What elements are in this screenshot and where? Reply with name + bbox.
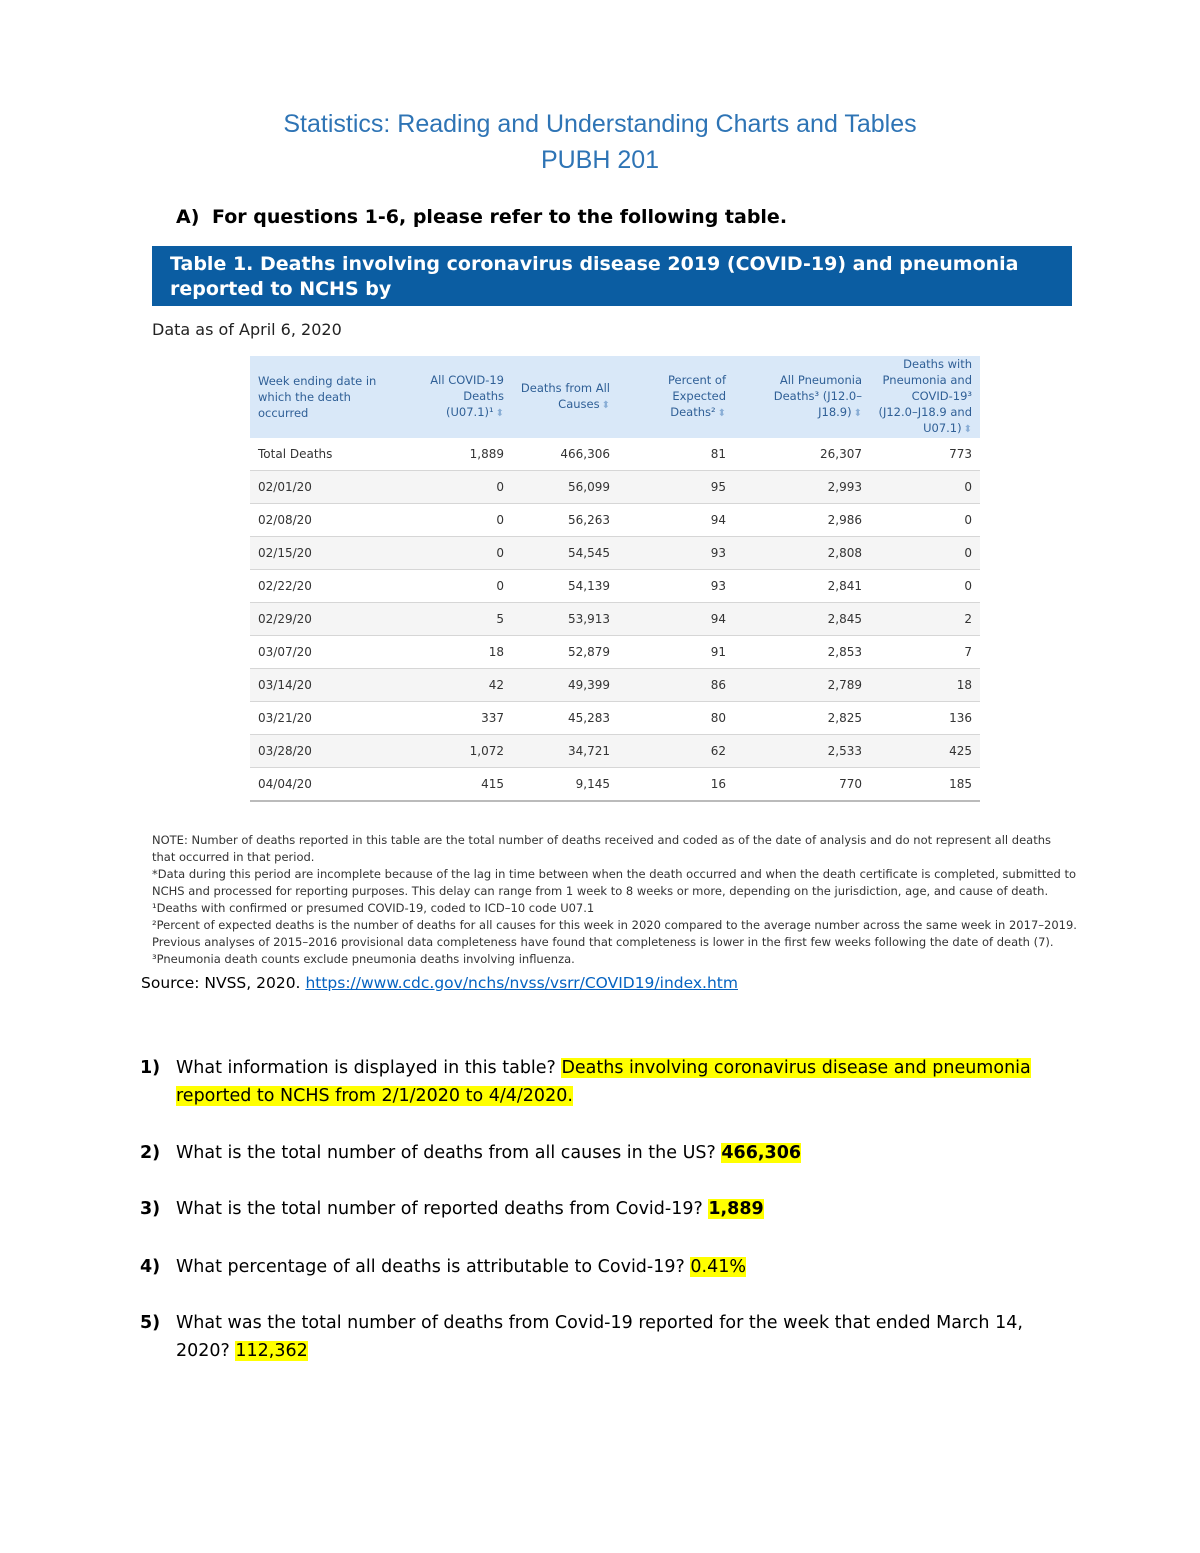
value-cell: 34,721 (512, 735, 618, 768)
table-header-row (250, 356, 980, 438)
column-header-label: Percent of Expected Deaths² (667, 373, 726, 419)
week-cell: 02/22/20 (250, 570, 396, 603)
week-cell: 02/15/20 (250, 537, 396, 570)
column-header[interactable] (870, 356, 980, 438)
value-cell: 2,533 (734, 735, 870, 768)
question-text: What is the total number of reported deaths from Covid-19? (176, 1199, 703, 1219)
value-cell: 53,913 (512, 603, 618, 636)
column-header-label: Deaths with Pneumonia and COVID-19³ (J12.0–J18.9 and U07.1) (878, 357, 972, 435)
value-cell: 0 (870, 504, 980, 537)
column-header[interactable] (734, 356, 870, 438)
table-notes (152, 832, 1077, 968)
value-cell: 94 (618, 603, 734, 636)
value-cell: 425 (870, 735, 980, 768)
answer-highlight: 112,362 (235, 1341, 308, 1361)
value-cell: 2,853 (734, 636, 870, 669)
value-cell: 466,306 (512, 438, 618, 471)
page-title: Statistics: Reading and Understanding Charts and Tables (283, 110, 917, 138)
value-cell: 18 (870, 669, 980, 702)
value-cell: 0 (396, 537, 512, 570)
value-cell: 2,825 (734, 702, 870, 735)
week-cell: 03/14/20 (250, 669, 396, 702)
week-cell: 03/07/20 (250, 636, 396, 669)
table-row (250, 504, 980, 537)
value-cell: 62 (618, 735, 734, 768)
sort-arrows-icon[interactable]: ⬍ (495, 408, 504, 419)
week-cell: 02/29/20 (250, 603, 396, 636)
sort-arrows-icon[interactable]: ⬍ (717, 408, 726, 419)
value-cell: 91 (618, 636, 734, 669)
value-cell: 337 (396, 702, 512, 735)
question-4 (140, 1253, 1040, 1281)
table-row (250, 603, 980, 636)
source-link[interactable]: https://www.cdc.gov/nchs/nvss/vsrr/COVID19/index.htm (305, 974, 738, 992)
question-2 (140, 1139, 1040, 1167)
question-text: What was the total number of deaths from Covid-19 reported for the week that ended March 14, 2020? (176, 1313, 1023, 1361)
answer-highlight: Deaths involving coronavirus disease and pneumonia reported to NCHS from 2/1/2020 to 4/4/2020. (176, 1058, 1031, 1106)
question-number: 2) (140, 1143, 161, 1163)
sort-arrows-icon[interactable]: ⬍ (853, 408, 862, 419)
section-label: A) (176, 206, 200, 228)
column-header-label: All Pneumonia Deaths³ (J12.0–J18.9) (773, 373, 862, 419)
note-text: ³Pneumonia death counts exclude pneumonia deaths involving influenza. (152, 952, 575, 966)
value-cell: 16 (618, 768, 734, 802)
table-banner-line1: Table 1. Deaths involving coronavirus disease 2019 (COVID-19) and pneumonia reported to NCHS by (170, 253, 1019, 300)
table-row (250, 735, 980, 768)
value-cell: 45,283 (512, 702, 618, 735)
question-1 (140, 1054, 1040, 1110)
value-cell: 52,879 (512, 636, 618, 669)
value-cell: 5 (396, 603, 512, 636)
value-cell: 7 (870, 636, 980, 669)
value-cell: 0 (870, 537, 980, 570)
value-cell: 415 (396, 768, 512, 802)
question-3 (140, 1195, 1040, 1223)
week-cell: 03/21/20 (250, 702, 396, 735)
table-row (250, 669, 980, 702)
value-cell: 0 (396, 570, 512, 603)
column-header-label: All COVID-19 Deaths (U07.1)¹ (430, 373, 504, 419)
week-cell: Total Deaths (250, 438, 396, 471)
table-row (250, 768, 980, 802)
section-heading (176, 206, 787, 228)
value-cell: 2,789 (734, 669, 870, 702)
value-cell: 2,986 (734, 504, 870, 537)
column-header-label: Deaths from All Causes (520, 381, 610, 411)
value-cell: 49,399 (512, 669, 618, 702)
source-line (141, 974, 738, 992)
column-header-label: Week ending date in which the death occurred (258, 374, 377, 420)
question-number: 4) (140, 1257, 161, 1277)
value-cell: 81 (618, 438, 734, 471)
value-cell: 86 (618, 669, 734, 702)
section-text: For questions 1-6, please refer to the following table. (212, 206, 788, 228)
table-total-row (250, 438, 980, 471)
table-row (250, 471, 980, 504)
value-cell: 93 (618, 537, 734, 570)
table-row (250, 570, 980, 603)
column-header[interactable] (250, 356, 396, 438)
value-cell: 0 (870, 570, 980, 603)
answer-highlight: 0.41% (690, 1257, 746, 1277)
question-number: 1) (140, 1058, 161, 1078)
question-text: What is the total number of deaths from all causes in the US? (176, 1143, 716, 1163)
question-text: What information is displayed in this table? (176, 1058, 556, 1078)
value-cell: 18 (396, 636, 512, 669)
question-number: 5) (140, 1313, 161, 1333)
value-cell: 136 (870, 702, 980, 735)
column-header[interactable] (512, 356, 618, 438)
value-cell: 9,145 (512, 768, 618, 802)
sort-arrows-icon[interactable]: ⬍ (963, 424, 972, 435)
value-cell: 0 (870, 471, 980, 504)
week-cell: 02/08/20 (250, 504, 396, 537)
value-cell: 56,099 (512, 471, 618, 504)
value-cell: 42 (396, 669, 512, 702)
table-banner (152, 246, 1072, 325)
note-text: ¹Deaths with confirmed or presumed COVID-19, coded to ICD–10 code U07.1 (152, 901, 595, 915)
value-cell: 26,307 (734, 438, 870, 471)
question-5 (140, 1309, 1040, 1365)
value-cell: 773 (870, 438, 980, 471)
value-cell: 1,072 (396, 735, 512, 768)
note-text: *Data during this period are incomplete because of the lag in time between when the death occurred and when the death certificate is completed, submitted to NCHS and processed for reporting purposes. This delay can range from 1 week to 8 weeks or more, depending on the jurisdiction, age, and cause of death. (152, 867, 1076, 898)
source-label: Source: NVSS, 2020. (141, 974, 301, 992)
note-text: NOTE: Number of deaths reported in this table are the total number of deaths received and coded as of the date of analysis and do not represent all deaths that occurred in that period. (152, 833, 1051, 864)
value-cell: 185 (870, 768, 980, 802)
value-cell: 54,545 (512, 537, 618, 570)
sort-arrows-icon[interactable]: ⬍ (601, 400, 610, 411)
value-cell: 0 (396, 504, 512, 537)
question-text: What percentage of all deaths is attributable to Covid-19? (176, 1257, 685, 1277)
table-banner-line2: week ending date, United States. Week ending 2/1/2020 to 4/4/2020.* (170, 303, 920, 325)
value-cell: 80 (618, 702, 734, 735)
value-cell: 54,139 (512, 570, 618, 603)
answer-highlight: 1,889 (708, 1199, 764, 1219)
table-row (250, 537, 980, 570)
answer-highlight: 466,306 (721, 1143, 802, 1163)
week-cell: 02/01/20 (250, 471, 396, 504)
deaths-table (250, 356, 980, 802)
value-cell: 95 (618, 471, 734, 504)
column-header[interactable] (396, 356, 512, 438)
value-cell: 2,993 (734, 471, 870, 504)
course-code: PUBH 201 (540, 146, 660, 174)
value-cell: 2,845 (734, 603, 870, 636)
value-cell: 1,889 (396, 438, 512, 471)
week-cell: 04/04/20 (250, 768, 396, 802)
value-cell: 93 (618, 570, 734, 603)
value-cell: 94 (618, 504, 734, 537)
week-cell: 03/28/20 (250, 735, 396, 768)
data-as-of: Data as of April 6, 2020 (152, 320, 342, 339)
table-row (250, 636, 980, 669)
value-cell: 56,263 (512, 504, 618, 537)
value-cell: 0 (396, 471, 512, 504)
table-row (250, 702, 980, 735)
value-cell: 2,808 (734, 537, 870, 570)
value-cell: 770 (734, 768, 870, 802)
column-header[interactable] (618, 356, 734, 438)
note-text: ²Percent of expected deaths is the number of deaths for all causes for this week in 2020 compared to the average number across the same week in 2017–2019. Previous analyses of 2015–2016 provisional data completeness have found that completeness is lower in the first few weeks following the date of death (7). (152, 918, 1077, 949)
value-cell: 2 (870, 603, 980, 636)
question-number: 3) (140, 1199, 161, 1219)
value-cell: 2,841 (734, 570, 870, 603)
